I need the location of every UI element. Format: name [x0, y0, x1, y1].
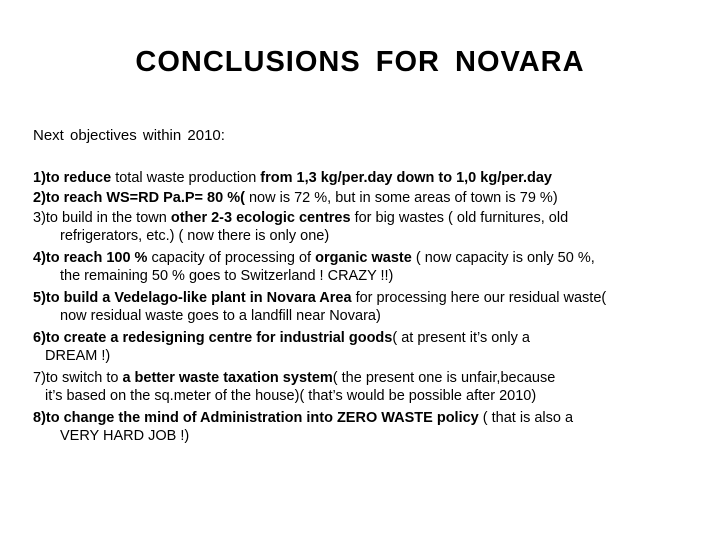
objective-text: for big wastes ( old furnitures, old	[350, 210, 569, 226]
objective-continuation	[33, 228, 693, 244]
objective-continuation	[33, 428, 693, 444]
objective-item-5	[33, 288, 693, 324]
objective-text: 6)to create a redesigning centre for industrial goods	[33, 330, 393, 346]
objective-item-8	[33, 408, 693, 444]
objective-text: ( at present it’s only a	[392, 330, 530, 346]
objective-item-6	[33, 328, 693, 364]
objective-continuation	[33, 348, 693, 364]
slide-title: CONCLUSIONS FOR NOVARA	[135, 46, 585, 78]
objective-text: 2)to reach WS=RD Pa.P= 80 %(	[33, 190, 245, 206]
objective-item-3	[33, 208, 693, 244]
objective-text: now residual waste goes to a landfill near Novara)	[60, 308, 381, 324]
objective-item-1	[33, 168, 693, 188]
objective-text: 5)to build a Vedelago-like plant in Novara Area	[33, 290, 352, 306]
objective-text: 1)to reduce	[33, 170, 112, 186]
objective-continuation	[33, 388, 693, 404]
objective-continuation	[33, 308, 693, 324]
objective-text: the remaining 50 % goes to Switzerland ! CRAZY !!)	[60, 268, 394, 284]
objective-item-2	[33, 188, 693, 208]
objective-text: 4)to reach 100 %	[33, 250, 148, 266]
objective-text: ( that is also a	[478, 410, 574, 426]
objective-text: 3)to build in the town	[33, 210, 171, 226]
objective-text: now is 72 %, but in some areas of town is 79 %)	[244, 190, 558, 206]
objective-text: capacity of processing of	[147, 250, 316, 266]
objectives-list	[33, 168, 693, 448]
objective-text: from 1,3 kg/per.day down to 1,0 kg/per.day	[260, 170, 552, 186]
objective-text: a better waste taxation system	[122, 370, 333, 386]
objective-text: ( now capacity is only 50 %,	[411, 250, 595, 266]
objective-text: 8)to change the mind of Administration into ZERO WASTE policy	[33, 410, 479, 426]
objective-text: organic waste	[315, 250, 412, 266]
objective-text: total waste production	[111, 170, 261, 186]
objective-text: VERY HARD JOB !)	[60, 428, 190, 444]
objective-item-4	[33, 248, 693, 284]
objective-text: ( the present one is unfair,because	[332, 370, 556, 386]
objectives-heading: Next objectives within 2010:	[33, 127, 225, 144]
objective-text: DREAM !)	[45, 348, 111, 364]
objective-text: for processing here our residual waste(	[351, 290, 607, 306]
objective-text: 7)to switch to	[33, 370, 123, 386]
objective-continuation	[33, 268, 693, 284]
objective-text: refrigerators, etc.) ( now there is only one)	[60, 228, 330, 244]
objective-item-7	[33, 368, 693, 404]
objective-text: other 2-3 ecologic centres	[170, 210, 351, 226]
objective-text: it’s based on the sq.meter of the house)( that’s would be possible after 2010)	[45, 388, 537, 404]
